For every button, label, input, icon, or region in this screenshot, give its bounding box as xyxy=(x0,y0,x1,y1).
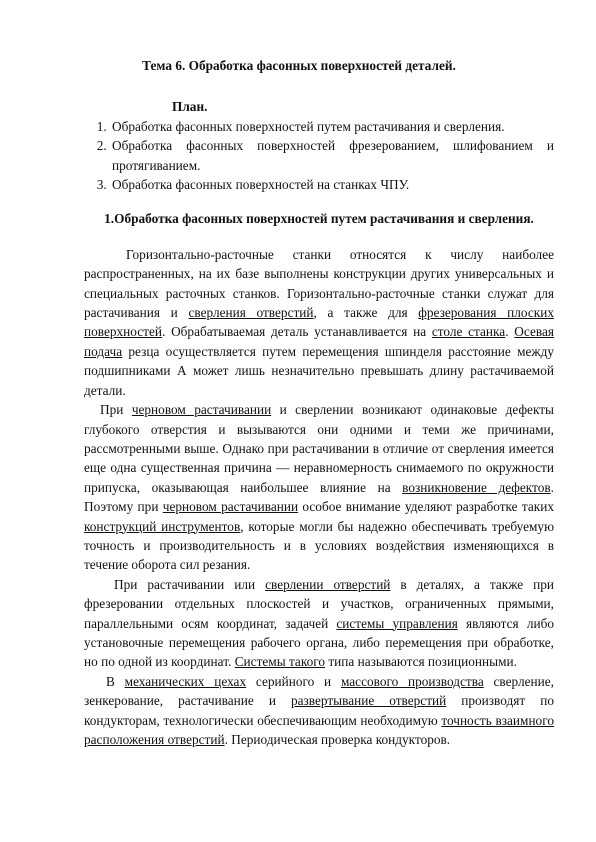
paragraph-text: , которые могли бы надежно обеспечивать требуемую точность и производительность и в условиях воздействия изменяющихся в течение оборота сил резания. xyxy=(84,518,554,573)
plan-item: 1. Обработка фасонных поверхностей путем растачивания и сверления. xyxy=(110,117,554,136)
paragraph-text: являются либо установочные перемещения рабочего органа, либо перемещения при обработке, но по одной из координат. xyxy=(84,615,554,670)
plan-item: 2. Обработка фасонных поверхностей фрезерованием, шлифованием и протягиванием. xyxy=(110,136,554,175)
paragraph-text: При xyxy=(100,402,132,418)
paragraph-text: типа называются позиционными. xyxy=(325,654,517,670)
topic-title: Тема 6. Обработка фасонных поверхностей деталей. xyxy=(142,58,456,73)
paragraph-2 xyxy=(84,400,554,575)
text-link[interactable]: точность взаимного расположения отверстий xyxy=(84,712,554,747)
text-link[interactable]: Системы такого xyxy=(234,654,326,670)
paragraph-text: При растачивании или xyxy=(114,576,266,592)
text-link[interactable]: конструкций инструментов xyxy=(84,518,241,534)
text-link[interactable]: массового производства xyxy=(340,673,484,689)
text-link[interactable]: черновом растачивании xyxy=(131,402,272,418)
paragraph-4 xyxy=(84,672,554,750)
paragraph-3 xyxy=(84,575,554,672)
paragraph-text: особое внимание уделяют разработке таких xyxy=(298,499,554,515)
paragraph-text: В xyxy=(106,673,125,689)
paragraph-text: , а также для xyxy=(313,305,419,321)
paragraph-text: серийного и xyxy=(246,673,341,689)
text-link[interactable]: сверлении отверстий xyxy=(265,576,391,592)
document-page xyxy=(84,56,554,749)
paragraph-text: в деталях, а также при фрезеровании отдельных плоскостей и участков, ограниченных прямыми, параллельными осям координат, задачей xyxy=(84,576,554,631)
paragraph-text: резца осуществляется путем перемещения шпинделя расстояние между подшипниками А может лишь незначительно превышать длину растачиваемой детали. xyxy=(84,343,554,398)
paragraph-1 xyxy=(84,245,554,400)
text-link[interactable]: сверления отверстий xyxy=(188,305,314,321)
text-link[interactable]: фрезерования плоских поверхностей xyxy=(84,305,554,340)
paragraph-text: . xyxy=(505,324,515,340)
section-title: 1.Обработка фасонных поверхностей путем растачивания и сверления. xyxy=(104,211,534,227)
text-link[interactable]: возникновение дефектов xyxy=(402,479,551,495)
text-link[interactable]: развертывание отверстий xyxy=(290,693,447,709)
paragraph-text: Горизонтально-расточные станки относятся к числу наиболее распространенных, на их базе выполнены конструкции других универсальных и специальных расточных станков. Горизонтально-расточные станки служат для растачивания и xyxy=(84,246,554,321)
text-link[interactable]: Осевая подача xyxy=(84,324,554,359)
plan-list xyxy=(84,117,554,195)
text-link[interactable]: механических цехах xyxy=(124,673,247,689)
plan-label: План. xyxy=(172,99,208,115)
paragraph-text: . Поэтому при xyxy=(84,479,554,515)
text-link[interactable]: черновом растачивании xyxy=(162,499,299,515)
plan-item: 3. Обработка фасонных поверхностей на станках ЧПУ. xyxy=(110,175,554,194)
paragraph-text: и сверлении возникают одинаковые дефекты глубокого отверстия и вызываются они одними и теми же причинами, рассмотренными выше. Однако при растачивании в отличие от сверления имеется еще одна существенная причина — неравномерность снимаемого по окружности припуска, оказывающая наибольшее влияние на xyxy=(84,402,554,495)
text-link[interactable]: системы управления xyxy=(336,615,458,631)
paragraph-text: . Периодическая проверка кондукторов. xyxy=(224,732,451,747)
paragraph-text: сверление, зенкерование, растачивание и xyxy=(84,673,555,709)
paragraph-text: . Обрабатываемая деталь устанавливается на xyxy=(162,324,432,340)
paragraph-text: производят по кондукторам, технологически обеспечивающим необходимую xyxy=(84,693,554,728)
text-link[interactable]: столе станка xyxy=(431,324,506,340)
